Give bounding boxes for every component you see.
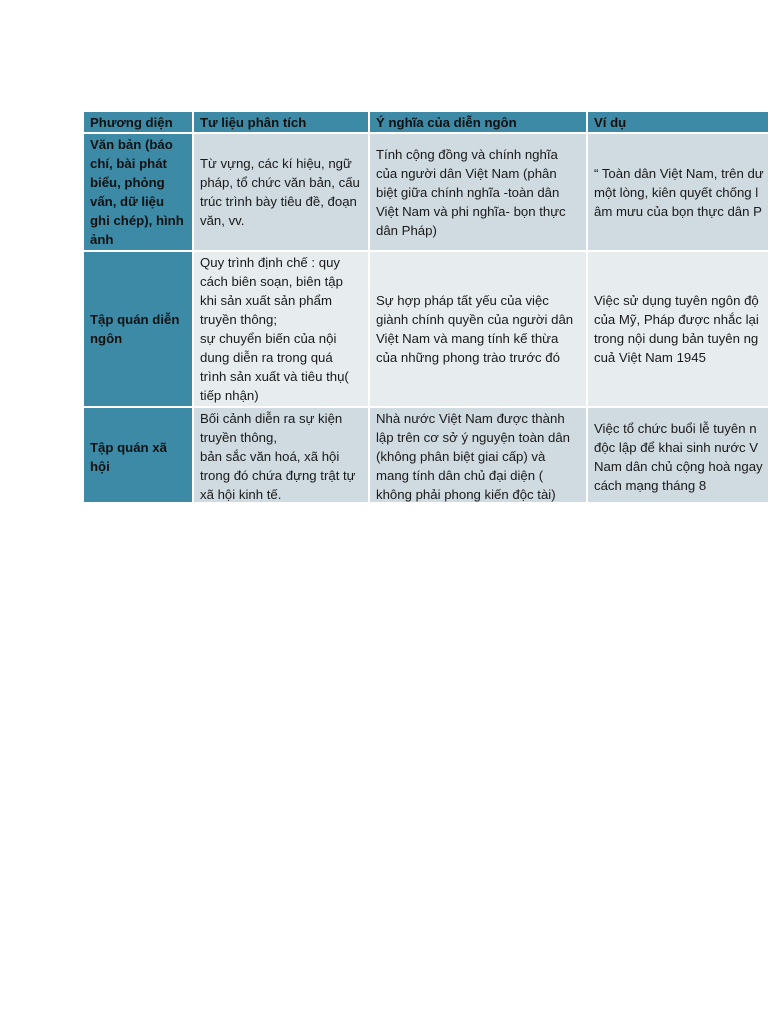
header-row [84,112,768,133]
row-material-cell: Từ vựng, các kí hiệu, ngữ pháp, tổ chức văn bản, cấu trúc trình bày tiêu đề, đoạn văn, vv. [193,133,369,251]
comparison-table-container [84,112,768,502]
table-row [84,407,768,502]
row-aspect-cell: Văn bản (báo chí, bài phát biểu, phỏng vấn, dữ liệu ghi chép), hình ảnh [84,133,193,251]
table-row [84,133,768,251]
row-aspect-cell: Tập quán xã hội [84,407,193,502]
comparison-table [84,112,768,502]
header-aspect: Phương diện [84,112,193,133]
table-header [84,112,768,133]
row-material-cell: Quy trình định chế : quy cách biên soạn, biên tập khi sản xuất sản phẩm truyền thông; sự chuyển biến của nội dung diễn ra trong quá trình sản xuất và tiêu thụ( tiếp nhận) [193,251,369,407]
table-body [84,133,768,502]
header-meaning: Ý nghĩa của diễn ngôn [369,112,587,133]
row-aspect-cell: Tập quán diễn ngôn [84,251,193,407]
header-example: Ví dụ [587,112,768,133]
row-example-cell: “ Toàn dân Việt Nam, trên dư một lòng, kiên quyết chống l âm mưu của bọn thực dân P [587,133,768,251]
header-material: Tư liệu phân tích [193,112,369,133]
row-meaning-cell: Tính cộng đồng và chính nghĩa của người dân Việt Nam (phân biệt giữa chính nghĩa -toàn dân Việt Nam và phi nghĩa- bọn thực dân Pháp) [369,133,587,251]
row-example-cell: Việc sử dụng tuyên ngôn độ của Mỹ, Pháp được nhắc lại trong nội dung bản tuyên ng cuả Việt Nam 1945 [587,251,768,407]
row-material-cell: Bối cảnh diễn ra sự kiện truyền thông, bản sắc văn hoá, xã hội trong đó chứa đựng trật tự xã hội kinh tế. [193,407,369,502]
row-meaning-cell: Sự hợp pháp tất yếu của việc giành chính quyền của người dân Việt Nam và mang tính kế thừa của những phong trào trước đó [369,251,587,407]
row-example-cell: Việc tổ chức buổi lễ tuyên n độc lập để khai sinh nước V Nam dân chủ cộng hoà ngay cách mạng tháng 8 [587,407,768,502]
row-meaning-cell: Nhà nước Việt Nam được thành lập trên cơ sở ý nguyện toàn dân (không phân biệt giai cấp) và mang tính dân chủ đại diện ( không phải phong kiến độc tài) [369,407,587,502]
table-row [84,251,768,407]
